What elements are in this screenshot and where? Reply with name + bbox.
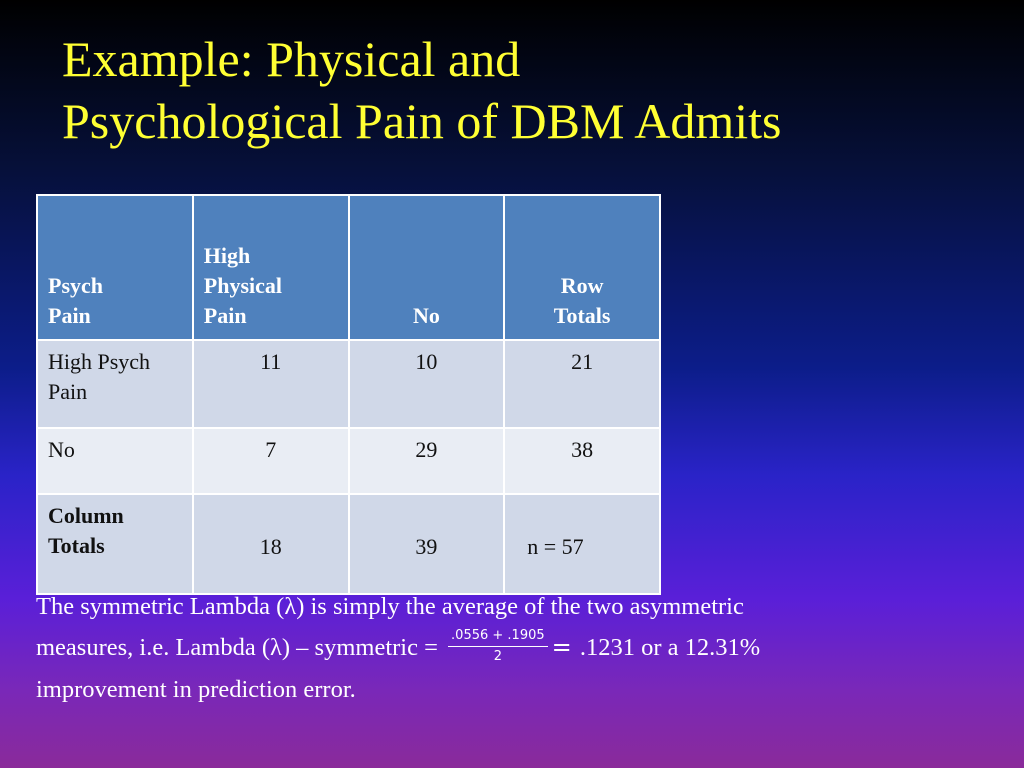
row-label-column-totals-line-1: Column — [48, 503, 124, 528]
table-row-no — [37, 428, 660, 494]
row-label-high-psych-pain — [37, 340, 193, 428]
header-high-physical-pain — [193, 195, 349, 340]
lambda-explanation — [36, 586, 996, 710]
header-row-totals — [504, 195, 660, 340]
header-high-physical-pain-line-2: Physical — [203, 273, 283, 298]
cell-high-psych-no: 10 — [349, 340, 505, 428]
header-high-physical-pain-line-3: Pain — [203, 303, 247, 328]
explanation-line-3: improvement in prediction error. — [36, 675, 356, 703]
row-label-high-psych-pain-line-2: Pain — [48, 379, 88, 404]
crosstab-table — [36, 194, 661, 595]
equals-sign: = — [551, 633, 572, 661]
header-row-totals-line-2: Totals — [553, 303, 611, 328]
header-psych-pain-line-1: Psych — [48, 273, 103, 298]
explanation-line-1: The symmetric Lambda (λ) is simply the average of the two asymmetric — [36, 593, 744, 620]
header-no-label: No — [412, 303, 440, 328]
row-label-no-text: No — [48, 437, 75, 462]
fraction-numerator: .0556 + .1905 — [448, 627, 548, 647]
lambda-fraction — [448, 627, 548, 666]
slide-title-line-2: Psychological Pain of DBM Admits — [62, 93, 782, 149]
header-psych-pain — [37, 195, 193, 340]
cell-high-psych-row-total: 21 — [504, 340, 660, 428]
row-label-no — [37, 428, 193, 494]
cell-total-n: n = 57 — [504, 494, 660, 594]
cell-no-no: 29 — [349, 428, 505, 494]
explanation-line-2 — [36, 627, 996, 669]
fraction-denominator: 2 — [493, 648, 502, 664]
cell-no-high-physical: 7 — [193, 428, 349, 494]
table-row-high-psych-pain — [37, 340, 660, 428]
header-no — [349, 195, 505, 340]
slide-title-line-1: Example: Physical and — [62, 31, 521, 87]
explanation-line-2-prefix: measures, i.e. Lambda (λ) – symmetric = — [36, 634, 445, 661]
row-label-high-psych-pain-line-1: High Psych — [48, 349, 151, 374]
cell-high-psych-high-physical: 11 — [193, 340, 349, 428]
table-row-column-totals — [37, 494, 660, 594]
table-header-row — [37, 195, 660, 340]
header-row-totals-line-1: Row — [560, 273, 604, 298]
cell-total-no: 39 — [349, 494, 505, 594]
explanation-line-2-result: .1231 or a 12.31% — [573, 634, 761, 661]
row-label-column-totals — [37, 494, 193, 594]
cell-no-row-total: 38 — [504, 428, 660, 494]
cell-total-high-physical: 18 — [193, 494, 349, 594]
row-label-column-totals-line-2: Totals — [48, 533, 105, 558]
header-psych-pain-line-2: Pain — [48, 303, 91, 328]
slide-title — [62, 28, 1002, 152]
header-high-physical-pain-line-1: High — [203, 243, 251, 268]
